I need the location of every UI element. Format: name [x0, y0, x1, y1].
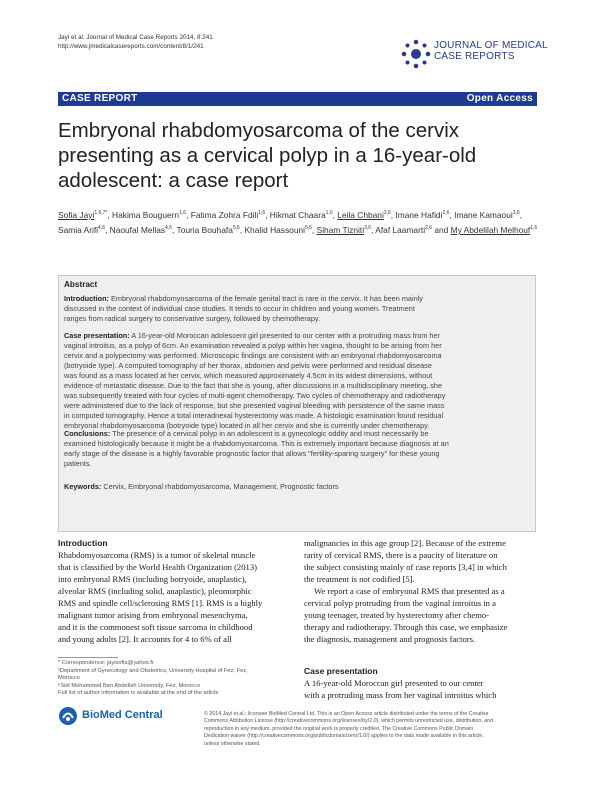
introduction-continued: malignancies in this age group [2]. Because of the extreme rarity of cervical RMS, there is a paucity of literature on the subject consisting mainly of case reports [3,4] in which the treatment is not codified [5]. We report a case of embryonal RMS that presented as a cervical polyp protruding from the vaginal introitus in a young teenager, treated by hysterectomy after chemo- therapy and radiotherapy. Through this case, we emphasize the diagnosis, management and prognosis factors. — [304, 538, 508, 645]
case-presentation-heading: Case presentation — [304, 666, 378, 676]
author-name: Khalid Hassouni — [244, 224, 305, 235]
introduction-section — [58, 538, 296, 645]
author-affiliation-sup: 4,6 — [98, 225, 105, 231]
author-name[interactable]: Siham Tizniti — [316, 224, 365, 235]
abstract-heading: Abstract — [64, 280, 98, 289]
author-list: Sofia Jayi$^{1,6,7*}$, Hakima Bouguern$^{1,6}$, Fatima Zohra Fdili$^{1,6}$, Hikmat Chaara$^{1,6}$, Leila Chbani$^{2,6}$, Imane Hafidi$^{2,6}$, Imane Kamaoui$^{3,6}$, Samia Arifi$^{4,6}$, Naoufal Mellas$^{4,6}$, Touria Bouhafa$^{5,6}$, Khalid Hassouni$^{5,6}$, Siham Tizniti$^{3,6}$, Afaf Laamarti$^{2,6}$ and My Abdelilah Melhouf$^{1,6}$ — [58, 209, 538, 235]
author-affiliation-sup: 4,6 — [165, 225, 172, 231]
license-text: © 2014 Jayi et al.; licensee BioMed Central Ltd. This is an Open Access article distributed under the terms of the Creative Commons Attribution License (http://creativecommons.org/licenses/by/2.0), which permits unrestricted use, distribution, and reproduction in any medium, provided the original work is properly credited. The Creative Commons Public Domain Dedication waiver (http://creativecommons.org/publicdomain/zero/1.0/) applies to the data made available in this article, unless otherwise stated. — [204, 711, 494, 747]
author-affiliation-sup: 2,6 — [442, 210, 450, 216]
author-name: Fatima Zohra Fdili — [190, 209, 259, 220]
citation: Jayi et al. Journal of Medical Case Reports 2014, 8:241 — [58, 34, 213, 41]
case-presentation-section — [304, 666, 542, 701]
author-name: Imane Hafidi — [395, 209, 443, 220]
abstract-introduction: Introduction: Embryonal rhabdomyosarcoma of the female genital tract is rare in the cervix. It has been mainly discussed in the context of individual case studies. It tends to occur in children and young women. Treatment ranges from radical surgery to conservative surgery, followed by chemotherapy. — [64, 294, 423, 324]
author-affiliation-sup: 5,6 — [232, 225, 240, 231]
open-access-label: Open Access — [466, 93, 533, 104]
author-name[interactable]: Leila Chbani — [337, 209, 384, 220]
case-report-label: CASE REPORT — [62, 93, 138, 104]
author-name: Touria Bouhafa — [176, 224, 233, 235]
author-affiliation-sup: 1,6 — [530, 225, 538, 231]
author-affiliation-sup: 3,6 — [364, 225, 372, 231]
case-presentation-text: A 16-year-old Moroccan girl presented to our center with a protruding mass from her vaginal introitus which — [304, 678, 497, 701]
abstract-conclusions: Conclusions: The presence of a cervical polyp in an adolescent is a gynecologic oddity and must necessarily be examined histologically because it might be a rhabdomyosarcoma. This is extremely important because diagnosis at an early stage of the disease is a highly favorable prognostic factor that allows "fertility-sparing surgery" for these young patients. — [64, 429, 449, 469]
introduction-heading: Introduction — [58, 538, 108, 548]
footnotes: * Correspondence: jayisofia@yahoo.fr ¹Department of Gynecology and Obstetrics, University Hospital of Fez, Fez, Morocco ⁶Sidi Mohammed Ben Abdellah University, Fez, Morocco Full list of author information is available at the end of the article — [58, 660, 248, 697]
author-name: Imane Kamaoui — [454, 209, 513, 220]
footnote-divider — [58, 657, 118, 658]
abstract-case-presentation: Case presentation: A 16-year-old Moroccan adolescent girl presented to our center with a protruding mass from her vaginal introitus, as a polyp of 6cm. An examination revealed a polyp within her vagina, thought to be arising from her cervix and a polypectomy was performed. Microscopic findings are consistent with an embryonal rhabdomyosarcoma (botryoide type). A computed tomography of her thorax, abdomen and pelvis were performed and residual disease was found as a mass located at her cervix, which measured approximately 4.5cm in its widest dimensions, without evidence of metastatic disease. Due to the fact that she is young, after discussions in a multidisciplinary meeting, she was subsequently treated with four cycles of multi-agent chemotherapy. Two cycles of chemotherapy and radiotherapy were administered due to the lack of response, but she presented vaginal bleeding with persistence of the same mass in computed tomography. Hence a total interadnexal hysterectomy was made. A histologic examination found residual embryonal rhabdomyosarcoma (botryoide type) located in all her cervix and she is currently under chemotherapy. — [64, 331, 446, 431]
author-name: Hakima Bouguern — [112, 209, 180, 220]
running-header — [58, 34, 213, 51]
author-affiliation-sup: 1,6 — [179, 210, 187, 216]
author-affiliation-sup: 3,6 — [512, 210, 520, 216]
article-type-banner — [58, 92, 537, 106]
author-name[interactable]: My Abdelilah Melhouf — [450, 224, 531, 235]
abstract-box — [58, 275, 536, 532]
author-name[interactable]: Sofia Jayi — [58, 209, 95, 220]
author-affiliation-sup: 2,6 — [383, 210, 391, 216]
journal-logo-text: JOURNAL OF MEDICAL CASE REPORTS — [434, 40, 548, 62]
author-affiliation-sup: 1,6,7* — [94, 210, 108, 216]
article-url[interactable]: http://www.jmedicalcasereports.com/content/8/1/241 — [58, 42, 204, 50]
author-affiliation-sup: 1,6 — [258, 210, 266, 216]
author-name: Samia Arifi — [58, 224, 99, 235]
abstract-keywords: Keywords: Cervix, Embryonal rhabdomyosarcoma, Management, Prognostic factors — [64, 482, 339, 491]
bmc-logo-icon — [58, 706, 78, 726]
biomed-central-logo: BioMed Central — [58, 705, 178, 727]
author-affiliation-sup: 2,6 — [425, 225, 433, 231]
author-name: Naoufal Mellas — [109, 224, 166, 235]
author-name: Afaf Laamarti — [375, 224, 426, 235]
author-affiliation-sup: 1,6 — [325, 210, 333, 216]
article-title: Embryonal rhabdomyosarcoma of the cervix presenting as a cervical polyp in a 16-year-old adolescent: a case report — [58, 119, 477, 192]
author-affiliation-sup: 5,6 — [305, 225, 312, 231]
introduction-text: Rhabdomyosarcoma (RMS) is a tumor of skeletal muscle that is classified by the World Health Organization (2013) into embryonal RMS (including botryoide, anaplastic), alveolar RMS (including solid, anaplastic), pleomorphic RMS and spindle cell/sclerosing RMS [1]. RMS is a highly malignant tumor arising from embryonal mesenchyma, and it is the commonest soft tissue sarcoma in childhood and young adults [2]. It accounts for 4 to 6% of all — [58, 550, 263, 645]
author-name: Hikmat Chaara — [269, 209, 326, 220]
journal-logo-icon — [398, 38, 434, 70]
